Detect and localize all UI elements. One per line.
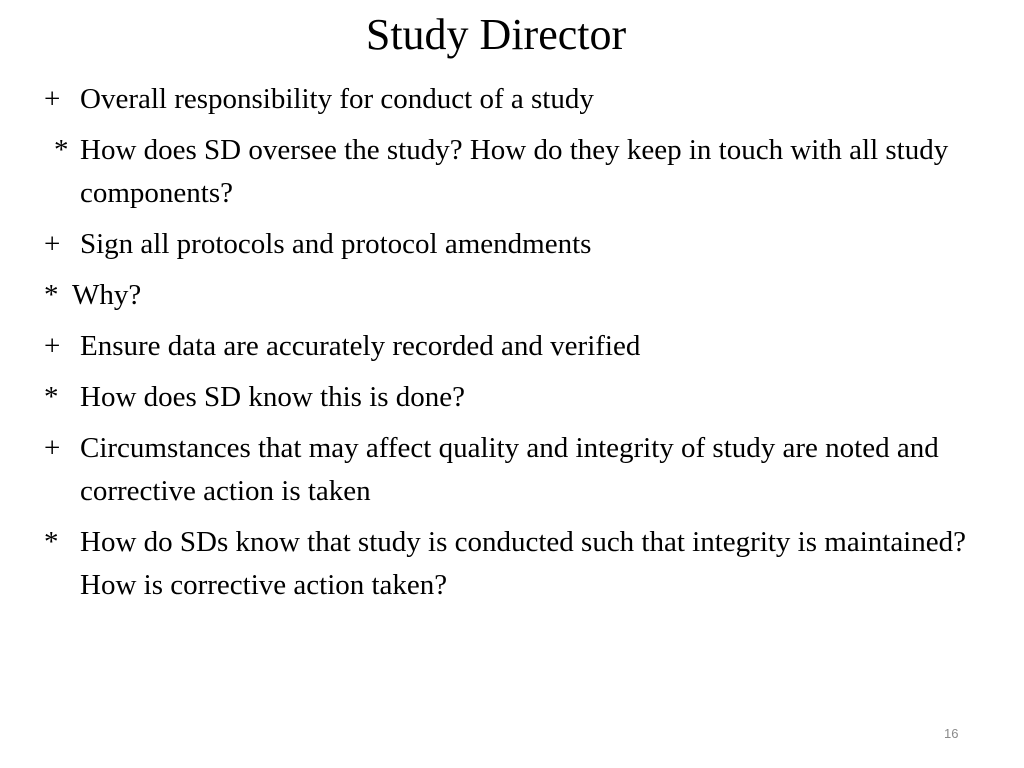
bullet-item (44, 427, 984, 513)
bullet-text: How does SD know this is done? (80, 381, 466, 413)
plus-marker-icon: + (44, 228, 61, 260)
bullet-text: Overall responsibility for conduct of a study (80, 83, 594, 115)
bullet-item (44, 274, 984, 317)
asterisk-marker-icon: * (44, 526, 59, 558)
asterisk-marker-icon: * (44, 381, 59, 413)
plus-marker-icon: + (44, 330, 61, 362)
bullet-item (44, 78, 984, 121)
plus-marker-icon: + (44, 432, 61, 464)
asterisk-marker-icon: * (54, 134, 69, 166)
plus-marker-icon: + (44, 83, 61, 115)
bullet-text: How do SDs know that study is conducted such that integrity is maintained? How is corrective action taken? (80, 526, 966, 601)
bullet-item (44, 521, 984, 607)
bullet-item (44, 223, 984, 266)
bullet-text: How does SD oversee the study? How do they keep in touch with all study components? (80, 134, 949, 209)
bullet-item (44, 325, 984, 368)
bullet-list (44, 78, 984, 615)
asterisk-marker-icon: * (44, 279, 59, 311)
bullet-text: Why? (72, 279, 142, 311)
bullet-item (44, 376, 984, 419)
page-number: 16 (944, 726, 959, 741)
bullet-item (44, 129, 984, 215)
bullet-text: Sign all protocols and protocol amendments (80, 228, 592, 260)
bullet-text: Ensure data are accurately recorded and verified (80, 330, 641, 362)
slide-title: Study Director (365, 10, 627, 59)
bullet-text: Circumstances that may affect quality and integrity of study are noted and corrective action is taken (80, 432, 939, 507)
